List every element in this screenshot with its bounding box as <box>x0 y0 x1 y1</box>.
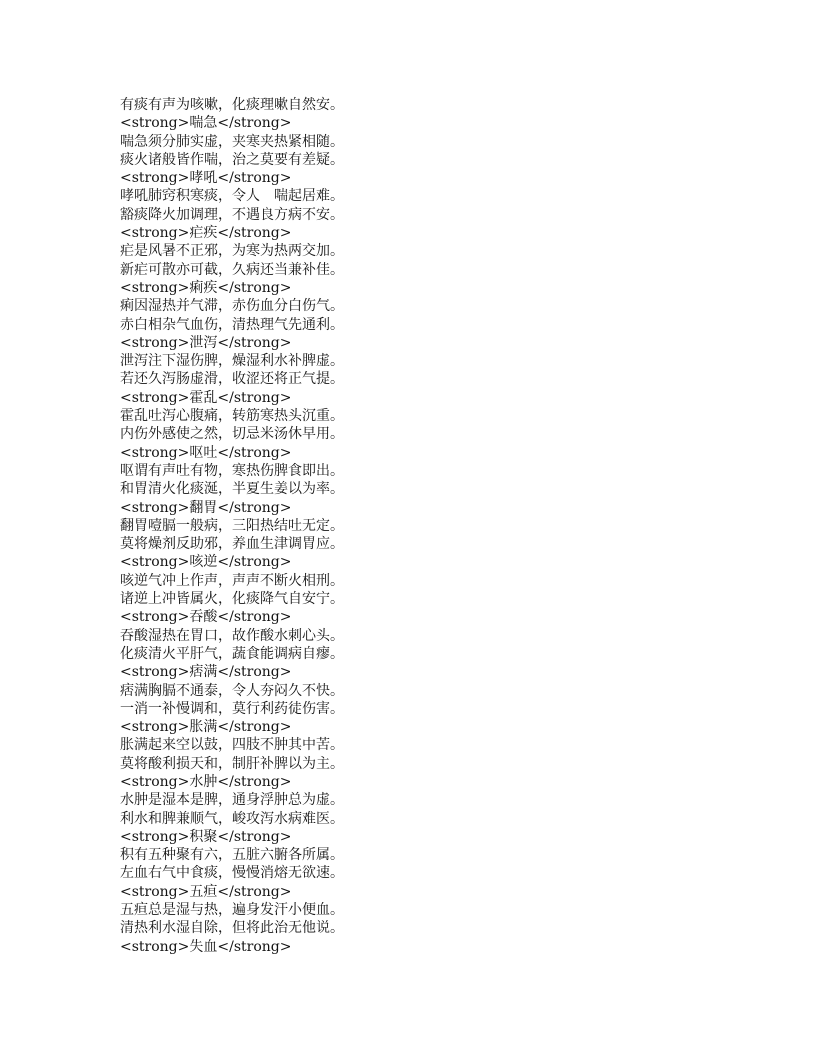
heading-tag-line: <strong>失血</strong> <box>120 938 292 955</box>
heading-tag-line: <strong>吞酸</strong> <box>120 609 292 626</box>
verse-line: 清热利水湿自除，但将此治无他说。 <box>120 920 344 937</box>
verse-line: 疟是风暑不正邪，为寒为热两交加。 <box>120 243 344 260</box>
verse-line: 呕谓有声吐有物，寒热伤脾食即出。 <box>120 462 344 479</box>
verse-line: 新疟可散亦可截，久病还当兼补佳。 <box>120 261 344 278</box>
verse-line: 莫将酸利损天和，制肝补脾以为主。 <box>120 755 344 772</box>
verse-line: 吞酸湿热在胃口，故作酸水刺心头。 <box>120 627 344 644</box>
text-block <box>120 96 344 956</box>
verse-line: 豁痰降火加调理，不遇良方病不安。 <box>120 206 344 223</box>
heading-tag-line: <strong>痞满</strong> <box>120 664 292 681</box>
verse-line: 水肿是湿本是脾，通身浮肿总为虚。 <box>120 792 344 809</box>
verse-line: 痢因湿热并气滞，赤伤血分白伤气。 <box>120 298 344 315</box>
verse-line: 左血右气中食痰，慢慢消熔无欲速。 <box>120 865 344 882</box>
verse-line: 诸逆上冲皆属火，化痰降气自安宁。 <box>120 591 344 608</box>
verse-line: 积有五种聚有六，五脏六腑各所属。 <box>120 847 344 864</box>
verse-line: 和胃清火化痰涎，半夏生姜以为率。 <box>120 481 344 498</box>
verse-line: 翻胃噎膈一般病，三阳热结吐无定。 <box>120 517 344 534</box>
heading-tag-line: <strong>胀满</strong> <box>120 719 292 736</box>
verse-line: 胀满起来空以鼓，四肢不肿其中苦。 <box>120 737 344 754</box>
heading-tag-line: <strong>翻胃</strong> <box>120 499 292 516</box>
verse-line: 化痰清火平肝气，蔬食能调病自瘳。 <box>120 645 344 662</box>
verse-line: 内伤外感使之然，切忌米汤休早用。 <box>120 426 344 443</box>
heading-tag-line: <strong>五疸</strong> <box>120 883 292 900</box>
verse-line: 痰火诸般皆作喘，治之莫要有差疑。 <box>120 151 344 168</box>
verse-line: 五疸总是湿与热，遍身发汗小便血。 <box>120 902 344 919</box>
verse-line: 一消一补慢调和，莫行利药徒伤害。 <box>120 700 344 717</box>
verse-line: 利水和脾兼顺气，峻攻泻水病难医。 <box>120 810 344 827</box>
verse-line: 若还久泻肠虚滑，收涩还将正气提。 <box>120 371 344 388</box>
verse-line: 喘急须分肺实虚，夹寒夹热紧相随。 <box>120 133 344 150</box>
verse-line: 霍乱吐泻心腹痛，转筋寒热头沉重。 <box>120 408 344 425</box>
heading-tag-line: <strong>咳逆</strong> <box>120 554 292 571</box>
heading-tag-line: <strong>疟疾</strong> <box>120 225 292 242</box>
heading-tag-line: <strong>霍乱</strong> <box>120 389 292 406</box>
verse-line: 哮吼肺窍积寒痰，令人 喘起居难。 <box>120 188 344 205</box>
heading-tag-line: <strong>泄泻</strong> <box>120 334 292 351</box>
verse-line: 痞满胸膈不通泰，令人夯闷久不快。 <box>120 682 344 699</box>
verse-line: 有痰有声为咳嗽，化痰理嗽自然安。 <box>120 97 344 113</box>
heading-tag-line: <strong>呕吐</strong> <box>120 444 292 461</box>
heading-tag-line: <strong>积聚</strong> <box>120 828 292 845</box>
verse-line: 赤白相杂气血伤，清热理气先通利。 <box>120 316 344 333</box>
heading-tag-line: <strong>水肿</strong> <box>120 773 292 790</box>
heading-tag-line: <strong>痢疾</strong> <box>120 279 292 296</box>
heading-tag-line: <strong>哮吼</strong> <box>120 170 292 187</box>
verse-line: 莫将燥剂反助邪，养血生津调胃应。 <box>120 536 344 553</box>
verse-line: 咳逆气冲上作声，声声不断火相刑。 <box>120 572 344 589</box>
verse-line: 泄泻注下湿伤脾，燥湿利水补脾虚。 <box>120 353 344 370</box>
heading-tag-line: <strong>喘急</strong> <box>120 115 292 132</box>
